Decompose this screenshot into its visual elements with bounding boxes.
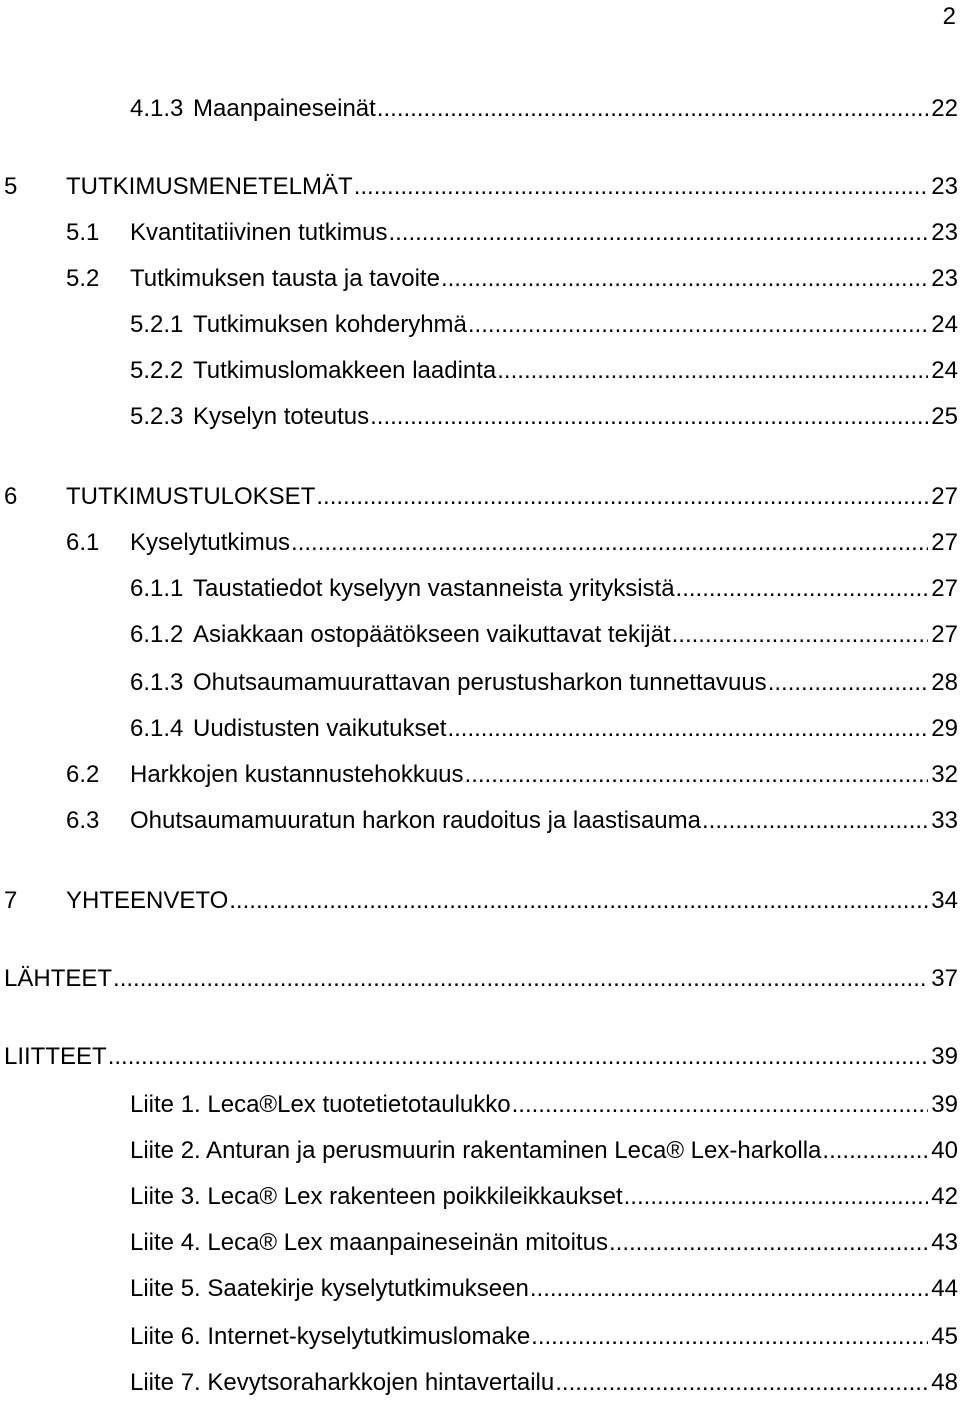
toc-entry[interactable]	[0, 354, 960, 388]
dot-leader	[609, 1226, 928, 1260]
toc-title: LIITTEET	[4, 1043, 107, 1070]
dot-leader	[370, 400, 928, 434]
toc-title: YHTEENVETO	[66, 887, 229, 914]
toc-entry[interactable]	[0, 1272, 960, 1306]
toc-number: 5.2	[66, 265, 100, 292]
toc-entry[interactable]	[0, 804, 960, 838]
toc-page-number: 27	[931, 621, 958, 648]
toc-number: 6.1.3	[130, 669, 184, 696]
toc-entry[interactable]	[0, 758, 960, 792]
toc-page-number: 39	[931, 1043, 958, 1070]
dot-leader	[512, 1088, 929, 1122]
toc-title: Harkkojen kustannustehokkuus	[130, 761, 464, 788]
toc-page-number: 27	[931, 575, 958, 602]
dot-leader	[113, 962, 928, 996]
toc-entry-body	[4, 1040, 958, 1074]
dot-leader	[822, 1134, 928, 1168]
toc-entry-body	[193, 712, 958, 746]
toc-entry[interactable]	[0, 400, 960, 434]
toc-entry[interactable]	[0, 1180, 960, 1214]
dot-leader	[229, 884, 928, 918]
page-number: 2	[942, 3, 956, 30]
toc-entry[interactable]	[0, 572, 960, 606]
toc-entry[interactable]	[0, 308, 960, 342]
toc-entry-body	[193, 308, 958, 342]
toc-page-number: 43	[931, 1229, 958, 1256]
toc-entry-body	[130, 262, 958, 296]
toc-entry[interactable]	[0, 884, 960, 918]
dot-leader	[497, 354, 928, 388]
toc-title: Maanpaineseinät	[193, 95, 376, 122]
toc-entry-body	[193, 354, 958, 388]
toc-number: 7	[4, 887, 18, 914]
toc-page-number: 29	[931, 715, 958, 742]
toc-title: LÄHTEET	[4, 965, 113, 992]
toc-number: 6	[4, 483, 18, 510]
toc-entry-body	[130, 526, 958, 560]
toc-page-number: 25	[931, 403, 958, 430]
toc-number: 5	[4, 173, 18, 200]
toc-entry-body	[130, 1134, 958, 1168]
toc-entry-body	[66, 480, 958, 514]
dot-leader	[388, 216, 928, 250]
toc-page-number: 42	[931, 1183, 958, 1210]
toc-title: Liite 5. Saatekirje kyselytutkimukseen	[130, 1275, 529, 1302]
toc-number: 6.1.1	[130, 575, 184, 602]
toc-number: 6.1.4	[130, 715, 184, 742]
toc-entry[interactable]	[0, 666, 960, 700]
toc-entry-body	[130, 1180, 958, 1214]
toc-entry-body	[66, 884, 958, 918]
toc-number: 5.1	[66, 219, 100, 246]
dot-leader	[441, 262, 928, 296]
dot-leader	[676, 572, 929, 606]
toc-number: 6.1	[66, 529, 100, 556]
toc-title: Kyselyn toteutus	[193, 403, 370, 430]
toc-title: Asiakkaan ostopäätökseen vaikuttavat tekijät	[193, 621, 671, 648]
toc-entry-body	[130, 1272, 958, 1306]
toc-title: Tutkimuslomakkeen laadinta	[193, 357, 497, 384]
toc-entry[interactable]	[0, 170, 960, 204]
toc-title: TUTKIMUSMENETELMÄT	[66, 173, 353, 200]
toc-entry-body	[130, 758, 958, 792]
dot-leader	[672, 618, 929, 652]
toc-entry-body	[130, 804, 958, 838]
toc-entry-body	[130, 1088, 958, 1122]
toc-entry[interactable]	[0, 618, 960, 652]
toc-title: Kvantitatiivinen tutkimus	[130, 219, 388, 246]
dot-leader	[768, 666, 929, 700]
toc-entry[interactable]	[0, 480, 960, 514]
toc-title: Uudistusten vaikutukset	[193, 715, 447, 742]
toc-entry[interactable]	[0, 262, 960, 296]
toc-entry-body	[193, 618, 958, 652]
toc-entry[interactable]	[0, 1040, 960, 1074]
toc-page-number: 27	[931, 483, 958, 510]
toc-title: Liite 6. Internet-kyselytutkimuslomake	[130, 1323, 531, 1350]
toc-entry[interactable]	[0, 216, 960, 250]
toc-page-number: 23	[931, 173, 958, 200]
toc-page-number: 27	[931, 529, 958, 556]
toc-entry[interactable]	[0, 712, 960, 746]
toc-number: 5.2.2	[130, 357, 184, 384]
toc-entry-body	[66, 170, 958, 204]
toc-title: Liite 7. Kevytsoraharkkojen hintavertailu	[130, 1369, 555, 1396]
toc-title: Liite 4. Leca® Lex maanpaineseinän mitoitus	[130, 1229, 608, 1256]
toc-entry[interactable]	[0, 526, 960, 560]
toc-page-number: 28	[931, 669, 958, 696]
dot-leader	[530, 1272, 928, 1306]
toc-entry[interactable]	[0, 1088, 960, 1122]
toc-page-number: 39	[931, 1091, 958, 1118]
toc-entry[interactable]	[0, 962, 960, 996]
toc-title: Kyselytutkimus	[130, 529, 291, 556]
toc-number: 6.1.2	[130, 621, 184, 648]
toc-page-number: 23	[931, 219, 958, 246]
toc-title: Liite 3. Leca® Lex rakenteen poikkileikkaukset	[130, 1183, 623, 1210]
dot-leader	[465, 758, 929, 792]
toc-page-number: 33	[931, 807, 958, 834]
toc-page-number: 40	[931, 1137, 958, 1164]
toc-entry-body	[130, 1320, 958, 1354]
dot-leader	[555, 1366, 928, 1400]
toc-number: 5.2.3	[130, 403, 184, 430]
toc-title: Ohutsaumamuuratun harkon raudoitus ja laastisauma	[130, 807, 701, 834]
dot-leader	[108, 1040, 929, 1074]
toc-entry[interactable]	[0, 1320, 960, 1354]
dot-leader	[354, 170, 929, 204]
toc-page-number: 48	[931, 1369, 958, 1396]
toc-number: 4.1.3	[130, 95, 184, 122]
toc-entry-body	[193, 400, 958, 434]
dot-leader	[531, 1320, 928, 1354]
toc-title: Liite 1. Leca®Lex tuotetietotaulukko	[130, 1091, 511, 1118]
toc-entry-body	[130, 1226, 958, 1260]
toc-page-number: 37	[931, 965, 958, 992]
toc-page-number: 34	[931, 887, 958, 914]
toc-page-number: 24	[931, 357, 958, 384]
toc-number: 6.3	[66, 807, 100, 834]
toc-page-number: 44	[931, 1275, 958, 1302]
dot-leader	[316, 480, 928, 514]
toc-title: Taustatiedot kyselyyn vastanneista yrityksistä	[193, 575, 675, 602]
toc-page-number: 24	[931, 311, 958, 338]
dot-leader	[377, 92, 928, 126]
dot-leader	[291, 526, 928, 560]
toc-number: 5.2.1	[130, 311, 184, 338]
toc-page-number: 45	[931, 1323, 958, 1350]
toc-entry-body	[4, 962, 958, 996]
dot-leader	[702, 804, 928, 838]
toc-number: 6.2	[66, 761, 100, 788]
toc-entry-body	[130, 1366, 958, 1400]
toc-entry[interactable]	[0, 1366, 960, 1400]
toc-entry[interactable]	[0, 92, 960, 126]
toc-entry-body	[130, 216, 958, 250]
dot-leader	[624, 1180, 929, 1214]
toc-title: Ohutsaumamuurattavan perustusharkon tunnettavuus	[193, 669, 767, 696]
dot-leader	[447, 712, 928, 746]
toc-entry-body	[193, 92, 958, 126]
toc-entry[interactable]	[0, 1226, 960, 1260]
toc-page-number: 32	[931, 761, 958, 788]
toc-entry-body	[193, 572, 958, 606]
toc-page-number: 22	[931, 95, 958, 122]
toc-title: Liite 2. Anturan ja perusmuurin rakentaminen Leca® Lex-harkolla	[130, 1137, 822, 1164]
toc-title: Tutkimuksen kohderyhmä	[193, 311, 467, 338]
toc-title: TUTKIMUSTULOKSET	[66, 483, 316, 510]
toc-entry-body	[193, 666, 958, 700]
dot-leader	[468, 308, 928, 342]
toc-title: Tutkimuksen tausta ja tavoite	[130, 265, 440, 292]
toc-page-number: 23	[931, 265, 958, 292]
toc-entry[interactable]	[0, 1134, 960, 1168]
